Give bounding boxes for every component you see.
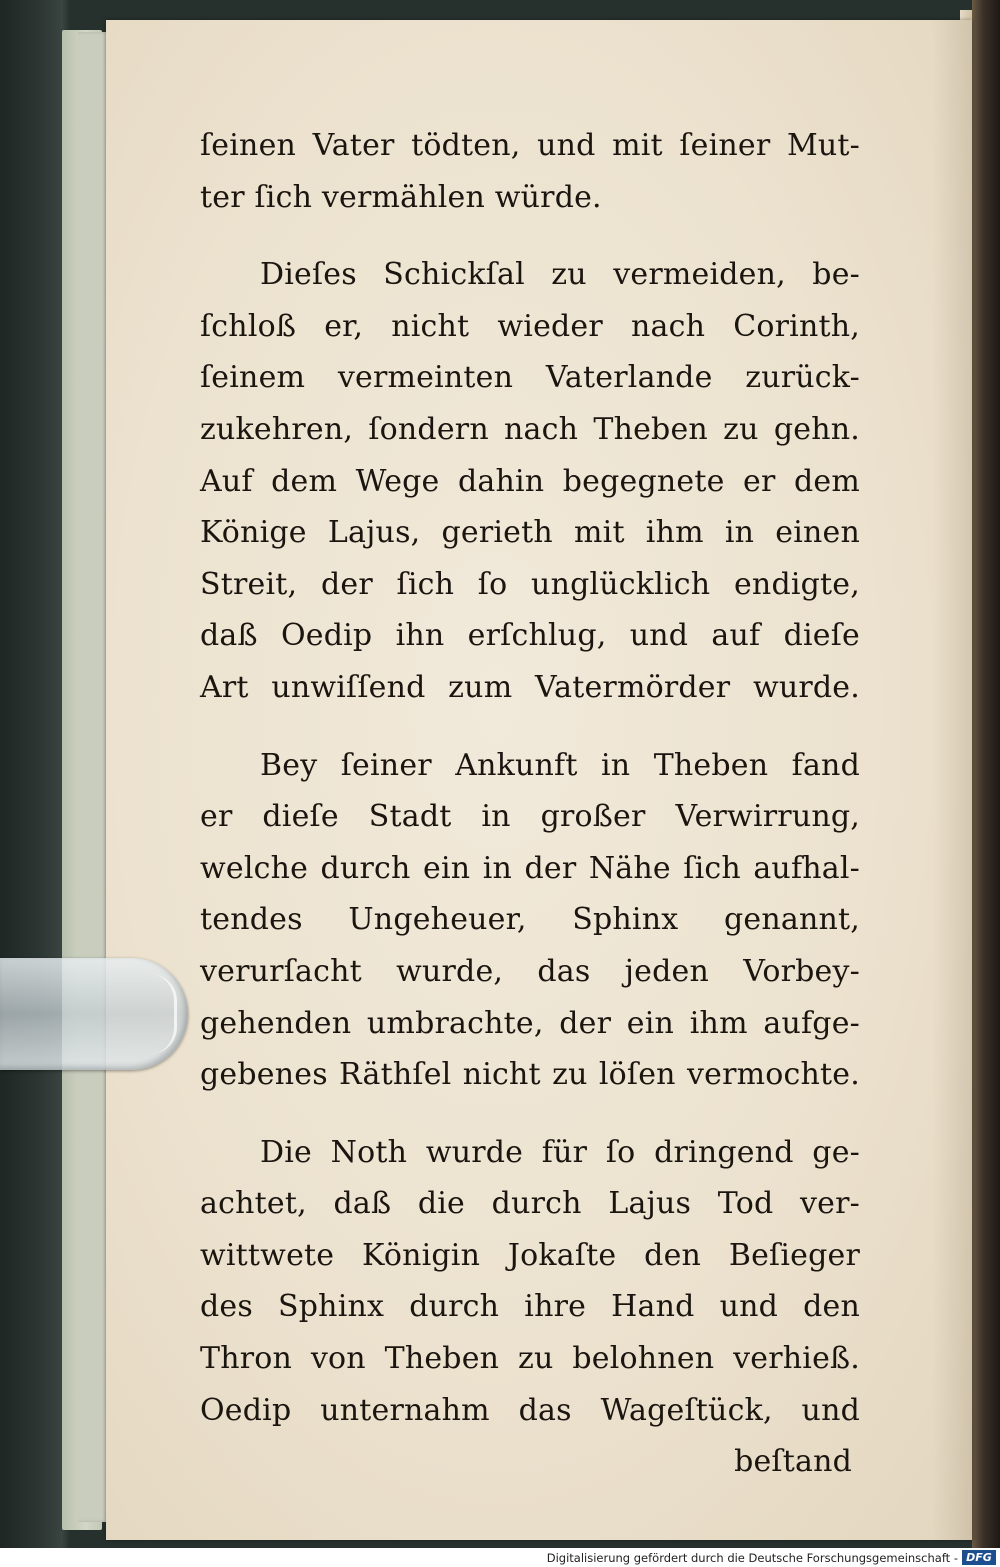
text-line: Bey ſeiner Ankunft in Theben fand	[260, 747, 860, 783]
text-line: Könige Lajus, gerieth mit ihm in einen	[200, 515, 860, 551]
text-line: zukehren, ſondern nach Theben zu gehn.	[200, 411, 860, 447]
text-line: Oedip unternahm das Wageſtück, und	[200, 1392, 860, 1428]
text-line: ſeinen Vater tödten, und mit ſeiner Mut-	[200, 128, 860, 163]
text-line: wittwete Königin Jokaſte den Beſieger	[200, 1237, 860, 1273]
text-line: Streit, der ſich ſo unglücklich endigte,	[200, 566, 860, 602]
text-line: achtet, daß die durch Lajus Tod ver-	[200, 1186, 860, 1222]
text-line: daß Oedip ihn erſchlug, und auf dieſe	[200, 618, 860, 654]
page-text	[200, 120, 860, 1488]
paragraph-gap	[200, 1101, 860, 1127]
footer-credit: Digitalisierung gefördert durch die Deutsche Forschungsgemeinschaft -	[546, 1551, 958, 1565]
text-line: ſeinem vermeinten Vaterlande zurück-	[200, 360, 860, 396]
text-line: Thron von Theben zu belohnen verhieß.	[200, 1341, 860, 1377]
paragraph-gap	[200, 223, 860, 249]
paragraph-gap	[200, 714, 860, 740]
text-line: gebenes Räthſel nicht zu löſen vermochte.	[200, 1057, 860, 1093]
text-line: verurſacht wurde, das jeden Vorbey-	[200, 953, 860, 989]
text-line: ſchloß er, nicht wieder nach Corinth,	[200, 308, 860, 344]
text-line: er dieſe Stadt in großer Verwirrung,	[200, 799, 860, 835]
text-line: tendes Ungeheuer, Sphinx genannt,	[200, 902, 860, 938]
text-line: des Sphinx durch ihre Hand und den	[200, 1289, 860, 1325]
text-line: gehenden umbrachte, der ein ihm aufge-	[200, 1005, 860, 1041]
catchword: beſtand	[734, 1444, 852, 1480]
text-line: Auf dem Wege dahin begegnete er dem	[200, 463, 860, 499]
text-line: Art unwiſſend zum Vatermörder wurde.	[200, 669, 860, 705]
dfg-logo: DFG	[962, 1550, 996, 1565]
text-line: welche durch ein in der Nähe ſich aufhal-	[200, 850, 860, 886]
book-spine	[972, 0, 1000, 1567]
text-line: Dieſes Schickſal zu vermeiden, be-	[260, 257, 860, 293]
text-line: Die Noth wurde für ſo dringend ge-	[260, 1134, 860, 1170]
text-line: ter ſich vermählen würde.	[200, 179, 602, 215]
book-cover-edge	[78, 32, 108, 1522]
